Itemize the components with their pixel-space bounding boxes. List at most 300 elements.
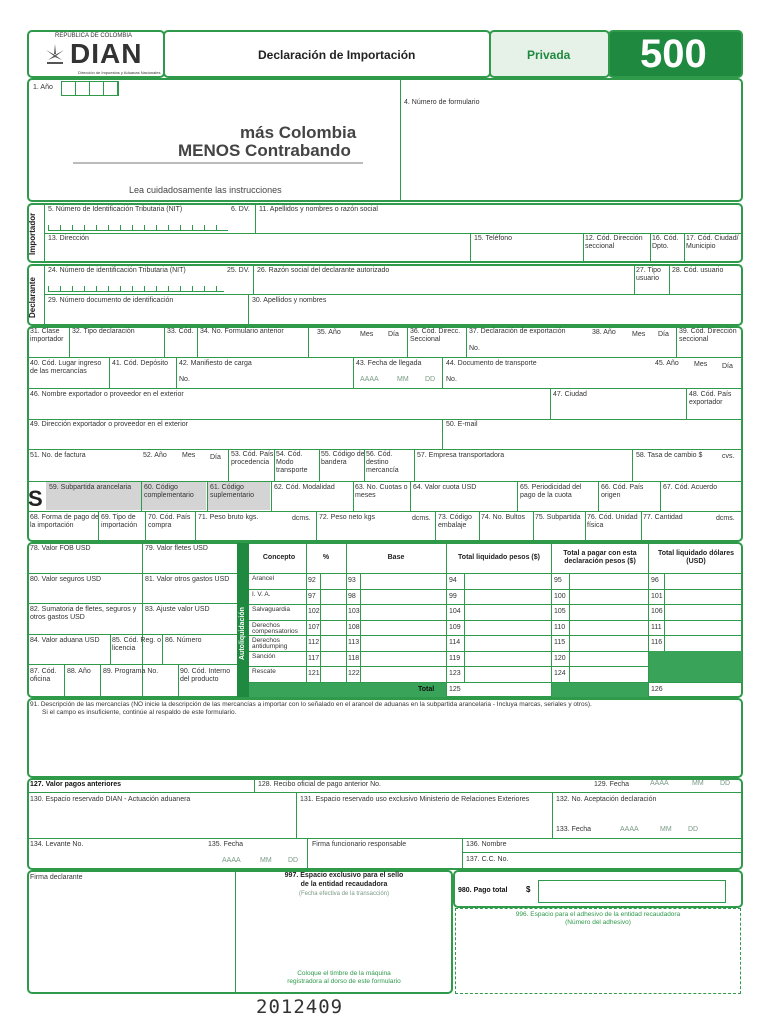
base-field-no: 98	[348, 592, 356, 600]
cell-divider	[569, 573, 570, 589]
f28-label: 28. Cód. usuario	[672, 267, 724, 274]
cell-divider	[664, 620, 665, 636]
divider	[27, 357, 743, 358]
col-total-pagar: Total a pagar con esta declaración pesos ($)	[563, 550, 637, 565]
total-field-no: 109	[449, 623, 461, 631]
cell-divider	[569, 651, 570, 667]
base-field-no: 113	[348, 639, 360, 646]
pct-field-no: 121	[308, 670, 320, 677]
pct-field-no: 92	[308, 577, 316, 584]
f996-label: 996. Espacio para el adhesivo de la entidad recaudadora	[515, 911, 681, 918]
concepto-cell: Sanción	[252, 652, 276, 660]
f134-label: 134. Levante No.	[30, 841, 84, 848]
concepto-cell: Rescate	[252, 668, 276, 675]
divider	[585, 511, 586, 542]
divider	[442, 357, 443, 388]
total-field-no: 114	[449, 639, 461, 646]
divider	[235, 870, 236, 994]
usd-field-no: 106	[651, 608, 663, 615]
f42-no: No.	[179, 376, 190, 383]
divider	[353, 481, 354, 511]
pagar-field-no: 110	[554, 623, 566, 631]
base-field-no: 122	[348, 670, 360, 677]
divider	[410, 481, 411, 511]
cell-divider	[664, 635, 665, 651]
divider	[27, 634, 237, 635]
divider	[407, 326, 408, 357]
coloque-2: registradora al dorso de este formulario	[287, 978, 401, 985]
f137-label: 137. C.C. No.	[466, 856, 509, 863]
f34-label: 34. No. Formulario anterior	[200, 328, 284, 335]
base-field-no: 118	[348, 654, 360, 662]
concepto-cell: Derechos antidumping	[252, 637, 288, 650]
f6-label: 6. DV.	[231, 206, 250, 213]
divider	[435, 511, 436, 542]
f82-label: 82. Sumatoria de fletes, seguros y otros gastos USD	[30, 606, 137, 621]
divider	[307, 838, 308, 870]
f32-label: 32. Tipo declaración	[72, 328, 135, 335]
nit-field[interactable]	[48, 225, 228, 231]
f77-dcms: dcms.	[716, 515, 735, 522]
f996-sub: (Número del adhesivo)	[565, 919, 631, 926]
cell-divider	[360, 635, 361, 651]
f47-label: 47. Ciudad	[553, 391, 587, 398]
col-total-pesos: Total liquidado pesos ($)	[458, 554, 540, 561]
cell-divider	[320, 589, 321, 605]
f39-label: 39. Cód. Dirección seccional	[679, 328, 737, 343]
f27-label: 27. Tipo usuario	[636, 267, 661, 282]
form-title: Declaración de Importación	[258, 48, 416, 62]
f24-label: 24. Número de identificación Tributaria (NIT)	[48, 267, 186, 274]
f135-dd: DD	[288, 857, 299, 864]
cell-divider	[664, 589, 665, 605]
privada-label: Privada	[527, 48, 571, 62]
cell-divider	[320, 651, 321, 667]
f11-label: 11. Apellidos y nombres o razón social	[259, 206, 378, 213]
f66-label: 66. Cód. País origen	[601, 484, 644, 499]
divider	[27, 511, 743, 512]
f38-mes: Mes	[632, 331, 646, 338]
f51-label: 51. No. de factura	[30, 452, 86, 459]
base-field-no: 103	[348, 608, 360, 615]
cell-divider	[464, 651, 465, 667]
f45-label: 45. Año	[655, 360, 679, 367]
divider	[319, 449, 320, 481]
f45-dia: Día	[722, 363, 733, 370]
slogan-line1: más Colombia	[240, 123, 357, 142]
f83-label: 83. Ajuste valor USD	[145, 606, 210, 613]
f89-label: 89. Programa No.	[103, 668, 159, 675]
divider	[27, 449, 743, 450]
f49-label: 49. Dirección exportador o proveedor en el exterior	[30, 421, 188, 428]
f133-mm: MM	[660, 826, 672, 833]
divider	[598, 481, 599, 511]
f91-label: 91. Descripción de las mercancías (NO inicie la descripción de las mercancías a importar con lo señalado en el arancel de aduanas en la subpartida arancelaria - Incluya marcas, seriales y otros).	[30, 701, 592, 708]
f35-dia: Día	[388, 331, 399, 338]
f90-label: 90. Cód. Interno del producto	[180, 668, 231, 683]
divider	[676, 326, 677, 357]
pagar-field-no: 105	[554, 608, 566, 615]
f29-label: 29. Número documento de identificación	[48, 297, 174, 304]
divider	[249, 573, 743, 574]
total-shade	[249, 682, 446, 697]
f42-label: 42. Manifiesto de carga	[179, 360, 252, 367]
total-no: 125	[449, 686, 461, 693]
f35-label: 35. Año	[317, 329, 341, 336]
f135-mm: MM	[260, 857, 272, 864]
f43-dd: DD	[425, 376, 436, 383]
f73-label: 73. Código embalaje	[438, 514, 472, 529]
logo-text: DIAN	[70, 38, 143, 69]
f78-label: 78. Valor FOB USD	[30, 545, 91, 552]
form-number: 500	[640, 32, 707, 76]
divider	[583, 233, 584, 261]
f40-label: 40. Cód. Lugar ingreso de las mercancías	[30, 360, 102, 375]
f132-label: 132. No. Aceptación declaración	[556, 796, 657, 803]
divider	[274, 449, 275, 481]
divider	[346, 542, 347, 682]
divider	[634, 266, 635, 294]
divider	[27, 419, 743, 420]
f5-label: 5. Número de Identificación Tributaria (NIT)	[48, 206, 183, 213]
divider	[353, 357, 354, 388]
divider	[27, 792, 743, 793]
form-number-label: 4. Número de formulario	[404, 99, 480, 106]
f68-label: 68. Forma de pago de la importación	[30, 514, 99, 529]
firma-declarante-label: Firma declarante	[30, 874, 83, 881]
pagar-field-no: 95	[554, 577, 562, 584]
usd-shade	[649, 651, 742, 682]
f37-no: No.	[469, 345, 480, 352]
f38-label: 38. Año	[592, 329, 616, 336]
divider	[414, 449, 415, 481]
f71-label: 71. Peso bruto kgs.	[198, 514, 259, 521]
declarant-nit-field[interactable]	[48, 286, 224, 292]
divider	[253, 266, 254, 294]
divider	[462, 852, 743, 853]
total-field-no: 104	[449, 608, 461, 615]
f59-label: 59. Subpartida arancelaria	[49, 484, 132, 491]
f52-label: 52. Año	[143, 452, 167, 459]
divider	[316, 511, 317, 542]
f48-label: 48. Cód. País exportador	[689, 391, 732, 406]
f60-label: 60. Código complementario	[144, 484, 194, 499]
f75-label: 75. Subpartida	[535, 514, 581, 521]
f133-aaaa: AAAA	[620, 826, 639, 833]
pagar-field-no: 100	[554, 592, 566, 600]
s-letter: S	[28, 486, 43, 511]
f74-label: 74. No. Bultos	[481, 514, 525, 521]
f61-label: 61. Código suplementario	[210, 484, 254, 499]
f12-label: 12. Cód. Dirección seccional	[585, 235, 643, 250]
cell-divider	[360, 573, 361, 589]
pagar-field-no: 124	[554, 670, 566, 677]
divider	[684, 233, 685, 261]
cell-divider	[464, 573, 465, 589]
f86-label: 86. Número	[165, 637, 202, 644]
form-code: 2012409	[256, 996, 344, 1018]
f13-label: 13. Dirección	[48, 235, 89, 242]
usd-field-no: 116	[651, 639, 663, 646]
divider	[178, 664, 179, 698]
divider	[195, 511, 196, 542]
concepto-cell: Salvaguardia	[252, 606, 290, 613]
divider	[533, 511, 534, 542]
col-pct: %	[322, 554, 330, 561]
row-divider	[249, 589, 743, 590]
cell-divider	[464, 620, 465, 636]
divider	[98, 511, 99, 542]
f76-label: 76. Cód. Unidad física	[587, 514, 638, 529]
base-field-no: 93	[348, 577, 356, 584]
coloque-1: Coloque el timbre de la máquina	[297, 970, 391, 977]
f65-label: 65. Periodicidad del pago de la cuota	[520, 484, 582, 499]
divider	[254, 778, 255, 792]
divider	[479, 511, 480, 542]
f53-label: 53. Cód. País procedencia	[231, 451, 274, 466]
f130-label: 130. Espacio reservado DIAN - Actuación aduanera	[30, 796, 191, 803]
f81-label: 81. Valor otros gastos USD	[145, 576, 230, 583]
f88-label: 88. Año	[67, 668, 91, 675]
divider	[73, 162, 363, 164]
f997-label-2: de la entidad recaudadora	[300, 881, 388, 888]
f133-dd: DD	[688, 826, 699, 833]
instructions-text: Lea cuidadosamente las instrucciones	[129, 185, 282, 195]
total-field-no: 119	[449, 654, 461, 662]
f16-label: 16. Cód. Dpto.	[652, 235, 679, 250]
cell-divider	[320, 604, 321, 620]
year-field[interactable]	[61, 81, 119, 96]
cell-divider	[569, 620, 570, 636]
divider	[466, 326, 467, 357]
divider	[162, 634, 163, 664]
f56-label: 56. Cód. destino mercancía	[366, 451, 399, 474]
cell-divider	[569, 635, 570, 651]
total-field-no: 99	[449, 592, 457, 600]
divider	[27, 388, 743, 389]
f133-label: 133. Fecha	[556, 826, 592, 833]
total-field-no: 94	[449, 577, 457, 584]
declarant-side-label: Declarante	[28, 277, 37, 318]
divider	[164, 326, 165, 357]
f38-dia: Día	[658, 331, 669, 338]
f50-label: 50. E-mail	[446, 421, 478, 428]
f135-label: 135. Fecha	[208, 841, 244, 848]
divider	[110, 634, 111, 664]
cell-divider	[464, 604, 465, 620]
f135-aaaa: AAAA	[222, 857, 241, 864]
f64-label: 64. Valor cuota USD	[413, 484, 477, 491]
f997-label: 997. Espacio exclusivo para el sello	[284, 872, 404, 879]
f85-label: 85. Cód. Reg. o licencia	[112, 637, 162, 652]
cell-divider	[664, 573, 665, 589]
f44-no: No.	[446, 376, 457, 383]
f45-mes: Mes	[694, 361, 708, 368]
cell-divider	[320, 666, 321, 682]
f37-label: 37. Declaración de exportación	[469, 328, 566, 335]
cell-divider	[360, 620, 361, 636]
logo-subtitle: Dirección de Impuestos y Aduanas Nacionales	[78, 70, 161, 75]
divider	[517, 481, 518, 511]
pct-field-no: 112	[308, 639, 320, 646]
divider	[64, 664, 65, 698]
divider	[669, 266, 670, 294]
pct-field-no: 107	[308, 623, 320, 631]
divider	[197, 326, 198, 357]
pct-field-no: 102	[308, 608, 320, 615]
f129-aaaa: AAAA	[650, 780, 669, 787]
divider	[109, 357, 110, 388]
cell-divider	[320, 573, 321, 589]
f62-label: 62. Cód. Modalidad	[274, 484, 335, 491]
f36-label: 36. Cód. Direcc. Seccional	[410, 328, 461, 343]
f84-label: 84. Valor aduana USD	[30, 637, 100, 644]
total-label: Total	[418, 686, 435, 693]
concepto-cell: I. V. A.	[252, 590, 271, 598]
slogan-line2: MENOS Contrabando	[178, 141, 351, 160]
f91-sub: Si el campo es insuficiente, continúe al respaldo de este formulario.	[42, 709, 237, 716]
f41-label: 41. Cód. Depósito	[112, 360, 169, 367]
year-label: 1. Año	[33, 84, 53, 91]
importer-side-label: Importador	[28, 212, 37, 255]
cell-divider	[360, 589, 361, 605]
f52-mes: Mes	[182, 452, 196, 459]
divider	[296, 792, 297, 838]
autoliquidacion-label: Autoliquidación	[239, 607, 246, 660]
f15-label: 15. Teléfono	[474, 235, 513, 242]
f26-label: 26. Razón social del declarante autorizado	[257, 267, 390, 274]
f58-cvs: cvs.	[722, 453, 735, 460]
f43-mm: MM	[397, 376, 409, 383]
f71-dcms: dcms.	[292, 515, 311, 522]
top-section	[27, 78, 743, 202]
total-pagar-shade	[552, 682, 648, 697]
base-field-no: 108	[348, 623, 360, 631]
firma-funcionario-label: Firma funcionario responsable	[312, 841, 407, 848]
f72-label: 72. Peso neto kgs	[319, 514, 376, 521]
divider	[27, 664, 237, 665]
f35-mes: Mes	[360, 331, 374, 338]
divider	[462, 838, 463, 870]
divider	[44, 266, 45, 324]
divider	[364, 449, 365, 481]
divider	[306, 542, 307, 682]
divider	[686, 388, 687, 419]
divider	[308, 326, 309, 357]
total-usd-no: 126	[651, 686, 663, 693]
f67-label: 67. Cód. Acuerdo	[663, 484, 718, 491]
row-divider	[249, 620, 743, 621]
f44-label: 44. Documento de transporte	[446, 360, 537, 367]
dollar-sign: $	[526, 885, 531, 894]
total-field-no: 123	[449, 670, 461, 677]
f129-label: 129. Fecha	[594, 781, 630, 788]
divider	[100, 664, 101, 698]
f52-dia: Día	[210, 454, 221, 461]
f72-dcms: dcms.	[412, 515, 431, 522]
divider	[249, 682, 743, 683]
divider	[550, 388, 551, 419]
row-divider	[249, 604, 743, 605]
divider	[641, 511, 642, 542]
cell-divider	[360, 666, 361, 682]
divider	[442, 419, 443, 449]
col-concepto: Concepto	[262, 554, 296, 561]
cell-divider	[664, 604, 665, 620]
f57-label: 57. Empresa transportadora	[417, 452, 505, 459]
f128-label: 128. Recibo oficial de pago anterior No.	[258, 781, 381, 788]
pagar-field-no: 115	[554, 639, 566, 646]
divider	[255, 205, 256, 233]
divider	[145, 511, 146, 542]
f87-label: 87. Cód. oficina	[30, 668, 57, 683]
f129-mm: MM	[692, 780, 704, 787]
f43-label: 43. Fecha de llegada	[356, 360, 422, 367]
divider	[27, 573, 237, 574]
pct-field-no: 117	[308, 654, 320, 662]
divider	[650, 233, 651, 261]
f129-dd: DD	[720, 780, 731, 787]
dian-logo-icon	[42, 42, 68, 68]
f55-label: 55. Código de bandera	[321, 451, 365, 466]
f46-label: 46. Nombre exportador o proveedor en el exterior	[30, 391, 184, 398]
cell-divider	[569, 589, 570, 605]
divider	[552, 792, 553, 838]
divider	[632, 449, 633, 481]
cell-divider	[464, 589, 465, 605]
cell-divider	[360, 651, 361, 667]
f70-label: 70. Cód. País compra	[148, 514, 191, 529]
divider	[44, 294, 741, 295]
divider	[400, 80, 401, 200]
f54-label: 54. Cód. Modo transporte	[276, 451, 308, 474]
f58-label: 58. Tasa de cambio $	[636, 452, 703, 459]
f17-label: 17. Cód. Ciudad/ Municipio	[686, 235, 739, 250]
row-divider	[249, 635, 743, 636]
f79-label: 79. Valor fletes USD	[145, 545, 208, 552]
concepto-cell: Derechos compensatorios	[252, 621, 298, 635]
f997-sub: (Fecha efectiva de la transacción)	[298, 891, 390, 897]
cell-divider	[569, 604, 570, 620]
pagar-field-no: 120	[554, 654, 566, 662]
divider	[27, 603, 237, 604]
payment-total-field[interactable]	[538, 880, 726, 903]
f43-aaaa: AAAA	[360, 376, 379, 383]
usd-field-no: 96	[651, 577, 659, 584]
republic-label: REPÚBLICA DE COLOMBIA	[55, 33, 133, 39]
cell-divider	[569, 666, 570, 682]
f80-label: 80. Valor seguros USD	[30, 576, 102, 583]
f131-label: 131. Espacio reservado uso exclusivo Ministerio de Relaciones Exteriores	[300, 796, 530, 803]
divider	[228, 449, 229, 481]
divider	[176, 357, 177, 388]
usd-field-no: 101	[651, 592, 663, 600]
f31-label: 31. Clase importador	[30, 328, 64, 343]
divider	[248, 294, 249, 324]
f30-label: 30. Apellidos y nombres	[252, 297, 327, 304]
cell-divider	[360, 604, 361, 620]
f136-label: 136. Nombre	[466, 841, 507, 848]
f69-label: 69. Tipo de importación	[101, 514, 138, 529]
f25-label: 25. DV.	[227, 267, 250, 274]
divider	[271, 481, 272, 511]
divider	[27, 838, 743, 839]
f63-label: 63. No. Cuotas o meses	[355, 484, 408, 499]
divider	[69, 326, 70, 357]
usd-field-no: 111	[651, 623, 662, 631]
cell-divider	[320, 635, 321, 651]
divider	[44, 233, 741, 234]
